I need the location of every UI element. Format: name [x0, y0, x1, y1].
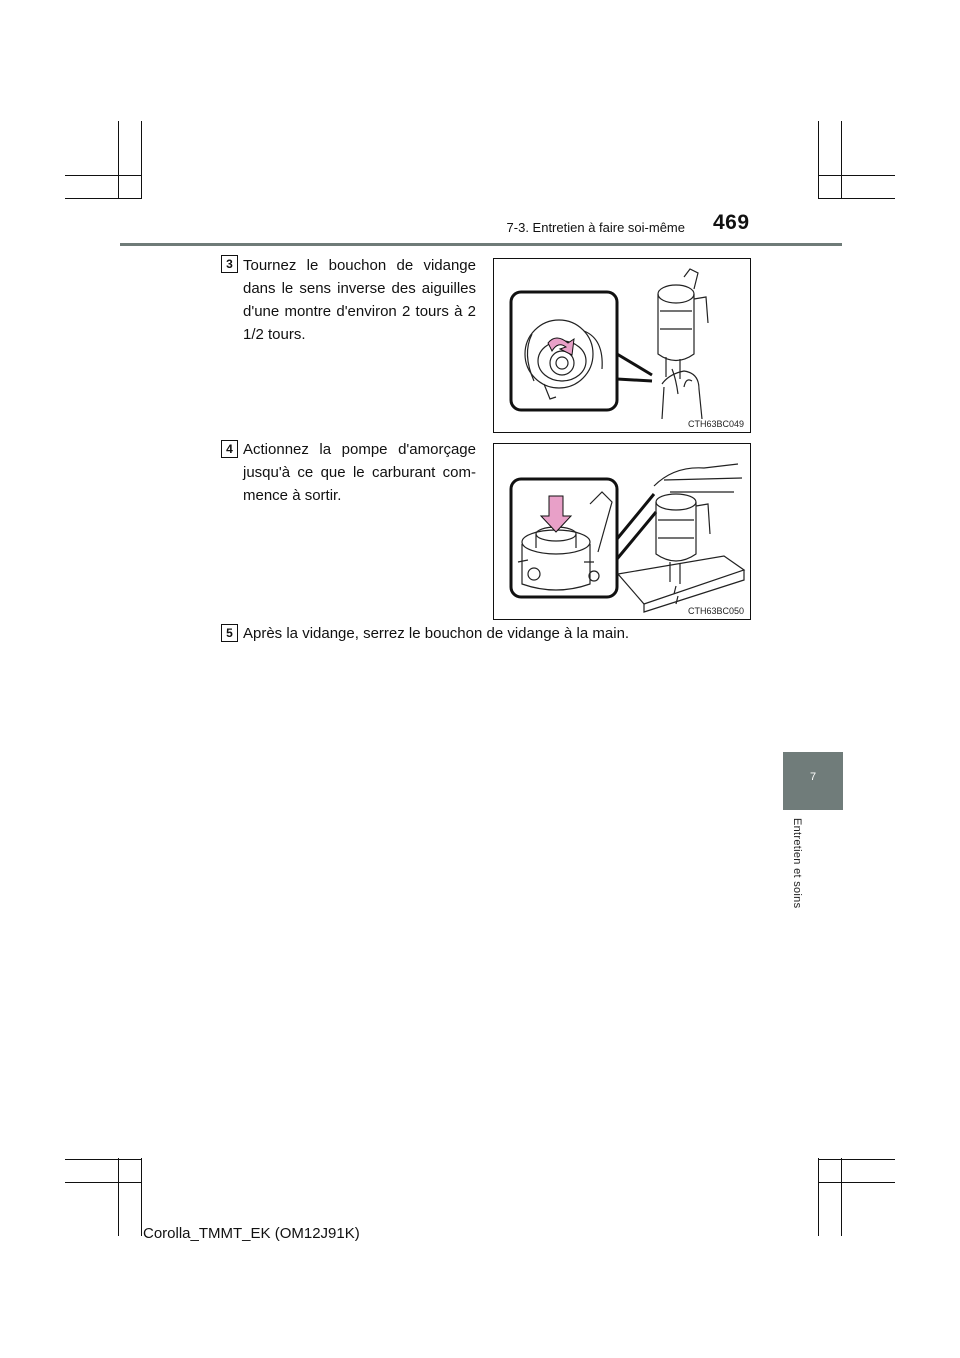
chapter-number: 7 [809, 771, 817, 783]
crop-mark [141, 1158, 142, 1236]
step-illustration [493, 258, 751, 433]
crop-mark [818, 175, 895, 176]
manual-model-code: Corolla_TMMT_EK (OM12J91K) [143, 1225, 360, 1242]
crop-mark [65, 175, 142, 176]
crop-mark [841, 1158, 842, 1236]
figure-code: CTH63BC050 [687, 606, 744, 616]
page-number: 469 [713, 211, 750, 234]
crop-mark [141, 121, 142, 199]
step-number-badge: 4 [221, 440, 238, 458]
chapter-title: Entretien et soins [791, 818, 803, 909]
crop-mark [65, 1182, 142, 1183]
step-number-badge: 3 [221, 255, 238, 273]
step-text: Tournez le bouchon de vidange dans le sens inverse des aiguilles d'une montre d'environ 2 tours à 2 1/2 tours. [243, 257, 476, 343]
priming-pump-illustration [494, 444, 750, 619]
step-text: Après la vidange, serrez le bouchon de vidange à la main. [243, 625, 630, 642]
crop-mark [818, 121, 819, 199]
crop-mark [818, 1159, 895, 1160]
crop-mark [118, 121, 119, 199]
header-rule [120, 243, 842, 246]
crop-mark [818, 1182, 895, 1183]
crop-mark [65, 1159, 142, 1160]
crop-mark [818, 1158, 819, 1236]
crop-mark [841, 121, 842, 199]
section-title: 7-3. Entretien à faire soi-même [506, 220, 685, 235]
figure-code: CTH63BC049 [687, 419, 744, 429]
step-number-badge: 5 [221, 624, 238, 642]
fuel-filter-drain-illustration [494, 259, 750, 432]
step-text: Actionnez la pompe d'amorçage jusqu'à ce que le carburant com-mence à sortir. [243, 441, 476, 504]
crop-mark [65, 198, 142, 199]
step-illustration [493, 443, 751, 620]
crop-mark [818, 198, 895, 199]
crop-mark [118, 1158, 119, 1236]
chapter-tab [783, 752, 843, 810]
